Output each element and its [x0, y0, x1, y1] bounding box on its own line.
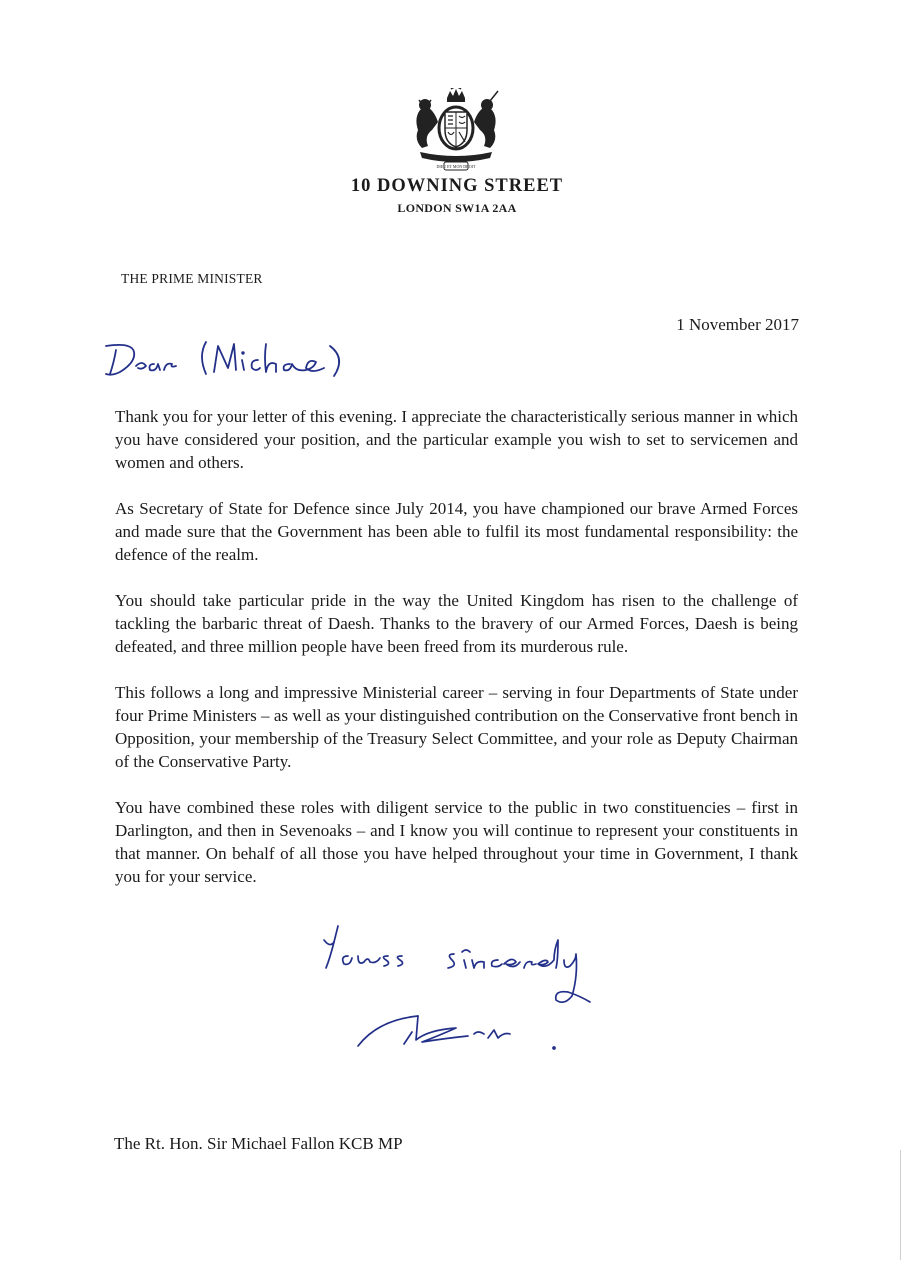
recipient-name: The Rt. Hon. Sir Michael Fallon KCB MP [114, 1134, 403, 1153]
body-paragraph-5: You have combined these roles with diligent service to the public in two constituencies – first in Darlington, and then in Sevenoaks – and I know you will continue to represent your constituents in that manner. On behalf of all those you have helped throughout your time in Government, I thank you for your service. [115, 798, 798, 886]
address-line-2: LONDON SW1A 2AA [397, 201, 517, 215]
sender-title: THE PRIME MINISTER [121, 271, 263, 286]
letter-date: 1 November 2017 [676, 315, 799, 334]
body-paragraph-4: This follows a long and impressive Ministerial career – serving in four Departments of State under four Prime Ministers – as well as your distinguished contribution on the Conservative front bench in Opposition, your membership of the Treasury Select Committee, and your role as Deputy Chairman of the Conservative Party. [115, 683, 798, 771]
handwritten-signature [358, 1016, 555, 1049]
page-edge-line [900, 1150, 901, 1260]
letter-body [115, 405, 798, 911]
svg-text:DIEU ET MON DROIT: DIEU ET MON DROIT [436, 164, 476, 169]
handwritten-signoff [324, 926, 590, 1002]
body-paragraph-3: You should take particular pride in the way the United Kingdom has risen to the challenge of tackling the barbaric threat of Daesh. Thanks to the bravery of our Armed Forces, Daesh is being defeated, and three million people have been freed from its murderous rule. [115, 591, 798, 656]
handwritten-signoff-and-signature [318, 920, 608, 1070]
royal-coat-of-arms-icon [410, 88, 502, 172]
body-paragraph-1: Thank you for your letter of this evening. I appreciate the characteristically serious manner in which you have considered your position, and the particular example you wish to set to servicemen and women and others. [115, 407, 798, 472]
body-paragraph-2: As Secretary of State for Defence since July 2014, you have championed our brave Armed Forces and made sure that the Government has been able to fulfil its most fundamental responsibility: the defence of the realm. [115, 499, 798, 564]
handwritten-salutation [102, 338, 362, 388]
address-line-1: 10 DOWNING STREET [350, 176, 564, 196]
